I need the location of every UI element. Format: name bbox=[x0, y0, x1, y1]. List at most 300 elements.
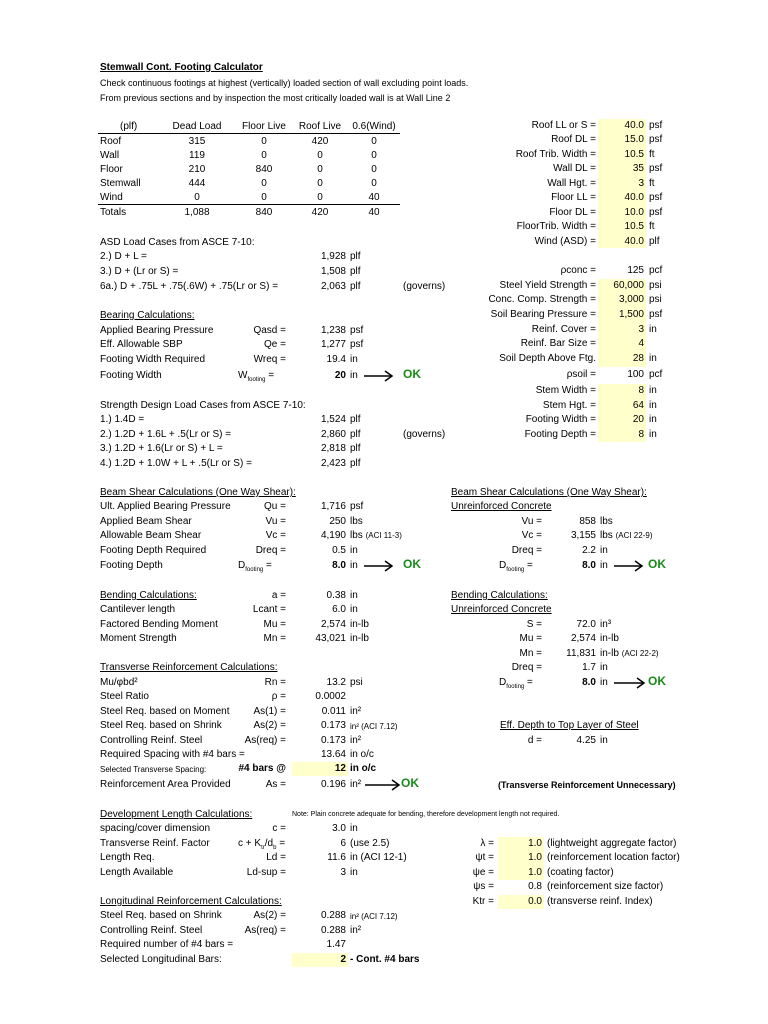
row-value: 3 bbox=[340, 867, 346, 878]
row-value: 0.288 bbox=[320, 910, 346, 921]
row-symbol: As(req) = bbox=[244, 925, 286, 936]
row-unit: in² bbox=[350, 735, 362, 746]
row-symbol: Qasd = bbox=[253, 325, 286, 336]
section-title: Transverse Reinforcement Calculations: bbox=[100, 662, 278, 673]
row-symbol: Qe = bbox=[264, 339, 286, 350]
row-unit: lbs (ACI 11-3) bbox=[350, 530, 402, 541]
row-value: 72.0 bbox=[576, 619, 596, 630]
ok-indicator: OK bbox=[648, 557, 666, 571]
row-symbol: ρ = bbox=[271, 691, 286, 702]
row-label: Cantilever length bbox=[100, 604, 176, 615]
input-label: Steel Yield Strength = bbox=[499, 280, 596, 291]
section-title: Development Length Calculations: bbox=[100, 809, 253, 820]
row-value: 1,928 bbox=[320, 251, 346, 262]
row-unit: in bbox=[600, 662, 608, 673]
row-value: 1,524 bbox=[320, 414, 346, 425]
input-value: 125 bbox=[627, 265, 644, 276]
table-header: Floor Live bbox=[242, 121, 286, 132]
row-unit: in bbox=[350, 370, 358, 381]
factor-value[interactable]: 1.0 bbox=[528, 838, 542, 849]
factor-value: 0.8 bbox=[528, 881, 542, 892]
row-symbol: Vu = bbox=[265, 516, 286, 527]
input-value[interactable]: 15.0 bbox=[624, 134, 644, 145]
table-cell: 119 bbox=[189, 150, 205, 161]
factor-description: (coating factor) bbox=[547, 867, 614, 878]
row-value: 20 bbox=[334, 370, 346, 381]
input-value[interactable]: 40.0 bbox=[624, 192, 644, 203]
row-symbol: $c + K_{tr}/d_b$ = bbox=[238, 838, 286, 851]
table-cell: Wall bbox=[100, 150, 120, 161]
row-value: 1.7 bbox=[582, 662, 596, 673]
table-cell: 420 bbox=[311, 207, 329, 218]
ok-indicator: OK bbox=[403, 367, 421, 381]
table-cell: 0 bbox=[371, 150, 377, 161]
section-title: Strength Design Load Cases from ASCE 7-10: bbox=[100, 400, 306, 411]
row-value: 4.25 bbox=[576, 735, 596, 746]
table-cell: 0 bbox=[317, 150, 323, 161]
table-cell: 840 bbox=[255, 207, 273, 218]
input-value[interactable]: 64 bbox=[632, 400, 644, 411]
input-value[interactable]: 20 bbox=[632, 414, 644, 425]
input-label: Stem Width = bbox=[535, 385, 596, 396]
row-value: 0.011 bbox=[321, 706, 346, 717]
input-value[interactable]: 28 bbox=[632, 353, 644, 364]
table-cell: 0 bbox=[317, 192, 323, 203]
row-symbol: #4 bars @ bbox=[238, 763, 286, 774]
input-value[interactable]: 3 bbox=[638, 178, 644, 189]
row-label: Reinforcement Area Provided bbox=[100, 779, 231, 790]
table-cell: 315 bbox=[188, 136, 206, 147]
input-label: Floor LL = bbox=[551, 192, 596, 203]
table-header: (plf) bbox=[120, 121, 138, 132]
row-label: Ult. Applied Bearing Pressure bbox=[100, 501, 231, 512]
table-cell: 0 bbox=[261, 192, 267, 203]
row-unit: in bbox=[350, 604, 358, 615]
row-unit: in o/c bbox=[350, 763, 377, 774]
row-label: 4.) 1.2D + 1.0W + L + .5(Lr or S) = bbox=[100, 458, 252, 469]
row-symbol: d = bbox=[527, 735, 542, 746]
row-label: Length Available bbox=[100, 867, 174, 878]
row-symbol: Vu = bbox=[521, 516, 542, 527]
row-unit: plf bbox=[350, 443, 361, 454]
row-value: 2,818 bbox=[320, 443, 346, 454]
row-value: 0.0002 bbox=[315, 691, 346, 702]
table-cell: 0 bbox=[317, 164, 323, 175]
row-unit: in² bbox=[350, 706, 362, 717]
row-symbol: As(2) = bbox=[253, 720, 286, 731]
row-label: 2.) D + L = bbox=[100, 251, 147, 262]
table-cell: Roof bbox=[100, 136, 122, 147]
input-label: ρconc = bbox=[560, 265, 596, 276]
input-label: Roof DL = bbox=[551, 134, 596, 145]
row-value: 250 bbox=[329, 516, 346, 527]
row-symbol: Ld-sup = bbox=[246, 867, 286, 878]
row-symbol: Mn = bbox=[519, 648, 542, 659]
input-label: Roof Trib. Width = bbox=[515, 149, 596, 160]
row-value: 0.196 bbox=[320, 779, 346, 790]
input-value: 100 bbox=[627, 369, 644, 380]
factor-value[interactable]: 1.0 bbox=[528, 852, 542, 863]
table-cell: Wind bbox=[100, 192, 123, 203]
input-value[interactable]: 10.0 bbox=[624, 207, 644, 218]
table-cell: 210 bbox=[188, 164, 206, 175]
input-unit: psf bbox=[649, 134, 663, 145]
row-symbol: As(2) = bbox=[253, 910, 286, 921]
row-unit: in bbox=[350, 560, 358, 571]
row-label: Steel Req. based on Moment bbox=[100, 706, 230, 717]
row-symbol: Lcant = bbox=[252, 604, 286, 615]
row-unit: plf bbox=[350, 266, 361, 277]
input-value[interactable]: 40.0 bbox=[624, 120, 644, 131]
arrow-right-icon bbox=[364, 370, 394, 382]
row-unit: plf bbox=[350, 429, 361, 440]
row-unit: psf bbox=[350, 501, 364, 512]
arrow-right-icon bbox=[614, 560, 644, 572]
table-cell: 1,088 bbox=[184, 207, 210, 218]
row-label: Eff. Allowable SBP bbox=[100, 339, 183, 350]
row-label: Required Spacing with #4 bars = bbox=[100, 749, 245, 760]
row-value: 858 bbox=[579, 516, 596, 527]
row-value: 3.0 bbox=[332, 823, 346, 834]
input-label: Conc. Comp. Strength = bbox=[488, 294, 596, 305]
row-symbol: As(req) = bbox=[244, 735, 286, 746]
row-unit: in bbox=[600, 735, 608, 746]
factor-symbol: ψe = bbox=[472, 867, 494, 878]
row-label: Steel Req. based on Shrink bbox=[100, 720, 222, 731]
row-label: Footing Depth bbox=[100, 560, 163, 571]
table-cell: 0 bbox=[194, 192, 200, 203]
row-unit: plf bbox=[350, 414, 361, 425]
row-label: Selected Longitudinal Bars: bbox=[100, 954, 222, 965]
row-unit: in bbox=[350, 867, 358, 878]
input-label: Roof LL or S = bbox=[531, 120, 596, 131]
row-value: 8.0 bbox=[582, 677, 596, 688]
row-value: 2,860 bbox=[320, 429, 346, 440]
row-label: Mu/φbd² bbox=[100, 677, 138, 688]
input-value[interactable]: 3 bbox=[638, 324, 644, 335]
table-cell: 0 bbox=[261, 150, 267, 161]
row-unit: in-lb bbox=[350, 633, 369, 644]
input-label: Stem Hgt. = bbox=[542, 400, 596, 411]
input-unit: plf bbox=[649, 236, 660, 247]
row-value: 2,574 bbox=[570, 633, 596, 644]
row-symbol: $D_{footing}$ = bbox=[238, 560, 272, 573]
input-unit: in bbox=[649, 414, 657, 425]
input-unit: pcf bbox=[649, 369, 663, 380]
row-label: Footing Depth Required bbox=[100, 545, 207, 556]
row-unit: in² (ACI 7.12) bbox=[350, 722, 398, 731]
row-value: 0.173 bbox=[320, 720, 346, 731]
row-unit: plf bbox=[350, 458, 361, 469]
row-label: Controlling Reinf. Steel bbox=[100, 925, 203, 936]
row-value: 4,190 bbox=[320, 530, 346, 541]
section-title: Beam Shear Calculations (One Way Shear): bbox=[100, 487, 296, 498]
arrow-right-icon bbox=[614, 677, 646, 689]
page-title: Stemwall Cont. Footing Calculator bbox=[100, 62, 263, 73]
row-unit: lbs bbox=[600, 516, 613, 527]
input-unit: ft bbox=[649, 178, 655, 189]
input-value[interactable]: 3,000 bbox=[618, 294, 644, 305]
table-cell: 0 bbox=[317, 178, 323, 189]
section-subtitle: Unreinforced Concrete bbox=[451, 501, 552, 512]
factor-symbol: ψs = bbox=[473, 881, 494, 892]
table-cell: 40 bbox=[368, 192, 380, 203]
row-label: spacing/cover dimension bbox=[100, 823, 211, 834]
input-label: Soil Depth Above Ftg. bbox=[499, 353, 596, 364]
row-value: 2.2 bbox=[582, 545, 596, 556]
row-value: 0.5 bbox=[332, 545, 346, 556]
row-value: 0.288 bbox=[320, 925, 346, 936]
input-label: Reinf. Bar Size = bbox=[520, 338, 596, 349]
input-value[interactable]: 10.5 bbox=[624, 221, 644, 232]
row-unit: in bbox=[600, 560, 608, 571]
table-cell: Stemwall bbox=[100, 178, 141, 189]
row-label: Factored Bending Moment bbox=[100, 619, 218, 630]
row-symbol: Ld = bbox=[266, 852, 286, 863]
row-value: 1,238 bbox=[320, 325, 346, 336]
row-unit: in³ bbox=[600, 619, 612, 630]
input-value[interactable]: 35 bbox=[632, 163, 644, 174]
description-line: Check continuous footings at highest (vertically) loaded section of wall excluding point loads. bbox=[100, 78, 469, 88]
input-unit: ft bbox=[649, 221, 655, 232]
divider bbox=[98, 204, 400, 205]
row-symbol: Mu = bbox=[263, 619, 286, 630]
input-unit: psf bbox=[649, 120, 663, 131]
row-symbol: Mu = bbox=[519, 633, 542, 644]
row-unit: in bbox=[350, 823, 358, 834]
row-symbol: $W_{footing}$ = bbox=[238, 370, 275, 383]
status-note: (Transverse Reinforcement Unnecessary) bbox=[498, 780, 676, 790]
row-value: 1,508 bbox=[320, 266, 346, 277]
row-value: 1.47 bbox=[326, 939, 346, 950]
row-value: 13.2 bbox=[326, 677, 346, 688]
factor-symbol: λ = bbox=[480, 838, 494, 849]
row-label: Footing Width Required bbox=[100, 354, 206, 365]
input-label: Soil Bearing Pressure = bbox=[490, 309, 596, 320]
row-symbol: As(1) = bbox=[253, 706, 286, 717]
row-unit: in bbox=[350, 545, 358, 556]
row-unit: plf bbox=[350, 281, 361, 292]
governs-note: (governs) bbox=[403, 429, 446, 440]
row-value: 19.4 bbox=[326, 354, 346, 365]
table-cell: Totals bbox=[100, 207, 127, 218]
row-symbol: Dreq = bbox=[511, 662, 542, 673]
row-value: 11.6 bbox=[327, 852, 346, 863]
row-unit: in-lb bbox=[350, 619, 369, 630]
row-symbol: S = bbox=[526, 619, 542, 630]
input-value[interactable]: 1,500 bbox=[618, 309, 644, 320]
arrow-right-icon bbox=[364, 560, 394, 572]
row-label: Required number of #4 bars = bbox=[100, 939, 234, 950]
input-unit: psf bbox=[649, 192, 663, 203]
row-label: 3.) 1.2D + 1.6(Lr or S) + L = bbox=[100, 443, 223, 454]
row-symbol: $D_{footing}$ = bbox=[499, 677, 533, 690]
row-value: 3,155 bbox=[570, 530, 596, 541]
input-value[interactable]: 60,000 bbox=[613, 280, 644, 291]
row-unit: plf bbox=[350, 251, 361, 262]
longitudinal-bars-input[interactable]: 2 bbox=[340, 954, 346, 965]
factor-value[interactable]: 1.0 bbox=[528, 867, 542, 878]
factor-description: (transverse reinf. Index) bbox=[547, 896, 653, 907]
table-header: 0.6(Wind) bbox=[352, 121, 396, 132]
divider bbox=[98, 133, 400, 134]
input-unit: pcf bbox=[649, 265, 663, 276]
section-subtitle: Unreinforced Concrete bbox=[451, 604, 552, 615]
section-title: Bending Calculations: bbox=[100, 590, 197, 601]
input-value[interactable]: 40.0 bbox=[624, 236, 644, 247]
table-cell: Floor bbox=[100, 164, 123, 175]
input-value[interactable]: 8 bbox=[638, 385, 644, 396]
ok-indicator: OK bbox=[403, 557, 421, 571]
row-value: 8.0 bbox=[332, 560, 346, 571]
row-value: 6 bbox=[340, 838, 346, 849]
input-label: FloorTrib. Width = bbox=[516, 221, 596, 232]
input-label: ρsoil = bbox=[566, 369, 596, 380]
row-label: Steel Ratio bbox=[100, 691, 149, 702]
section-title: Bending Calculations: bbox=[451, 590, 548, 601]
row-symbol: c = bbox=[272, 823, 286, 834]
row-value: 8.0 bbox=[582, 560, 596, 571]
input-label: Floor DL = bbox=[549, 207, 596, 218]
factor-description: (reinforcement size factor) bbox=[547, 881, 664, 892]
row-unit: lbs (ACI 22-9) bbox=[600, 530, 653, 541]
row-label: Controlling Reinf. Steel bbox=[100, 735, 203, 746]
ok-indicator: OK bbox=[401, 776, 419, 790]
row-label: 1.) 1.4D = bbox=[100, 414, 145, 425]
input-label: Wall Hgt. = bbox=[547, 178, 596, 189]
row-label: 6a.) D + .75L + .75(.6W) + .75(Lr or S) = bbox=[100, 281, 279, 292]
row-value: 43,021 bbox=[315, 633, 346, 644]
row-unit: in (ACI 12-1) bbox=[350, 852, 407, 863]
row-value: 11,831 bbox=[566, 648, 596, 659]
input-label: Footing Width = bbox=[525, 414, 596, 425]
row-symbol: Mn = bbox=[263, 633, 286, 644]
input-unit: in bbox=[649, 353, 657, 364]
input-value[interactable]: 10.5 bbox=[624, 149, 644, 160]
factor-description: (reinforcement location factor) bbox=[547, 852, 680, 863]
row-symbol: As = bbox=[265, 779, 286, 790]
input-value[interactable]: 8 bbox=[638, 429, 644, 440]
input-unit: psf bbox=[649, 207, 663, 218]
table-cell: 840 bbox=[255, 164, 273, 175]
row-unit: in² (ACI 7.12) bbox=[350, 912, 398, 921]
row-unit: in bbox=[600, 677, 608, 688]
description-line: From previous sections and by inspection the most critically loaded wall is at Wall Line 2 bbox=[100, 93, 451, 103]
row-value: 1,716 bbox=[320, 501, 346, 512]
row-label: Applied Bearing Pressure bbox=[100, 325, 214, 336]
row-symbol: Qu = bbox=[264, 501, 286, 512]
table-cell: 0 bbox=[261, 136, 267, 147]
row-unit: lbs bbox=[350, 516, 363, 527]
factor-description: (lightweight aggregate factor) bbox=[547, 838, 677, 849]
row-label: 2.) 1.2D + 1.6L + .5(Lr or S) = bbox=[100, 429, 232, 440]
input-unit: in bbox=[649, 324, 657, 335]
row-label: Transverse Reinf. Factor bbox=[100, 838, 210, 849]
factor-value[interactable]: 0.0 bbox=[528, 896, 542, 907]
row-unit: in² bbox=[350, 925, 362, 936]
row-label: Moment Strength bbox=[100, 633, 177, 644]
row-label: 3.) D + (Lr or S) = bbox=[100, 266, 179, 277]
table-header: Roof Live bbox=[298, 121, 342, 132]
row-unit: in bbox=[350, 354, 358, 365]
row-label: Allowable Beam Shear bbox=[100, 530, 202, 541]
input-value[interactable]: 4 bbox=[638, 338, 644, 349]
input-label: Wall DL = bbox=[553, 163, 596, 174]
row-symbol: Wreq = bbox=[253, 354, 286, 365]
row-symbol: Dreq = bbox=[511, 545, 542, 556]
row-value: 6.0 bbox=[332, 604, 346, 615]
row-unit: (use 2.5) bbox=[350, 838, 390, 849]
factor-symbol: ψt = bbox=[475, 852, 494, 863]
input-label: Reinf. Cover = bbox=[531, 324, 596, 335]
factor-symbol: Ktr = bbox=[472, 896, 494, 907]
transverse-spacing-input[interactable]: 12 bbox=[334, 763, 346, 774]
row-symbol: Vc = bbox=[521, 530, 542, 541]
row-unit: in-lb bbox=[600, 633, 619, 644]
section-title: Longitudinal Reinforcement Calculations: bbox=[100, 896, 282, 907]
table-cell: 444 bbox=[188, 178, 206, 189]
section-title: ASD Load Cases from ASCE 7-10: bbox=[100, 237, 255, 248]
row-unit: in² bbox=[350, 779, 362, 790]
table-cell: 0 bbox=[261, 178, 267, 189]
row-symbol: $D_{footing}$ = bbox=[499, 560, 533, 573]
section-title: Eff. Depth to Top Layer of Steel bbox=[500, 720, 639, 731]
input-unit: ft bbox=[649, 149, 655, 160]
table-cell: 0 bbox=[371, 164, 377, 175]
input-unit: psi bbox=[649, 280, 662, 291]
arrow-right-icon bbox=[365, 779, 401, 791]
table-cell: 0 bbox=[371, 136, 377, 147]
row-value: 13.64 bbox=[320, 749, 346, 760]
input-label: Wind (ASD) = bbox=[534, 236, 596, 247]
table-header: Dead Load bbox=[172, 121, 222, 132]
row-unit: psf bbox=[350, 339, 364, 350]
section-title: Beam Shear Calculations (One Way Shear): bbox=[451, 487, 647, 498]
row-label: Length Req. bbox=[100, 852, 155, 863]
row-value: 0.173 bbox=[320, 735, 346, 746]
row-symbol: Vc = bbox=[265, 530, 286, 541]
input-unit: in bbox=[649, 400, 657, 411]
input-unit: psi bbox=[649, 294, 662, 305]
input-label: Footing Depth = bbox=[524, 429, 596, 440]
row-value: 2,063 bbox=[320, 281, 346, 292]
row-label: Footing Width bbox=[100, 370, 162, 381]
row-label: Steel Req. based on Shrink bbox=[100, 910, 222, 921]
row-unit: in-lb (ACI 22-2) bbox=[600, 648, 659, 659]
input-unit: psf bbox=[649, 163, 663, 174]
section-title: Bearing Calculations: bbox=[100, 310, 195, 321]
input-unit: psf bbox=[649, 309, 663, 320]
row-symbol: Rn = bbox=[264, 677, 286, 688]
input-unit: in bbox=[649, 385, 657, 396]
note: Note: Plain concrete adequate for bending, therefore development length not required. bbox=[292, 811, 560, 818]
row-unit: psi bbox=[350, 677, 363, 688]
row-label: Applied Beam Shear bbox=[100, 516, 192, 527]
governs-note: (governs) bbox=[403, 281, 446, 292]
row-unit: in bbox=[350, 590, 358, 601]
row-symbol: a = bbox=[271, 590, 286, 601]
row-unit: in o/c bbox=[350, 749, 374, 760]
table-cell: 420 bbox=[311, 136, 329, 147]
row-value: 0.38 bbox=[326, 590, 346, 601]
table-cell: 0 bbox=[371, 178, 377, 189]
row-unit: psf bbox=[350, 325, 364, 336]
input-unit: in bbox=[649, 429, 657, 440]
row-value: 1,277 bbox=[320, 339, 346, 350]
row-value: 2,423 bbox=[320, 458, 346, 469]
row-symbol: Dreq = bbox=[255, 545, 286, 556]
row-unit: in bbox=[600, 545, 608, 556]
